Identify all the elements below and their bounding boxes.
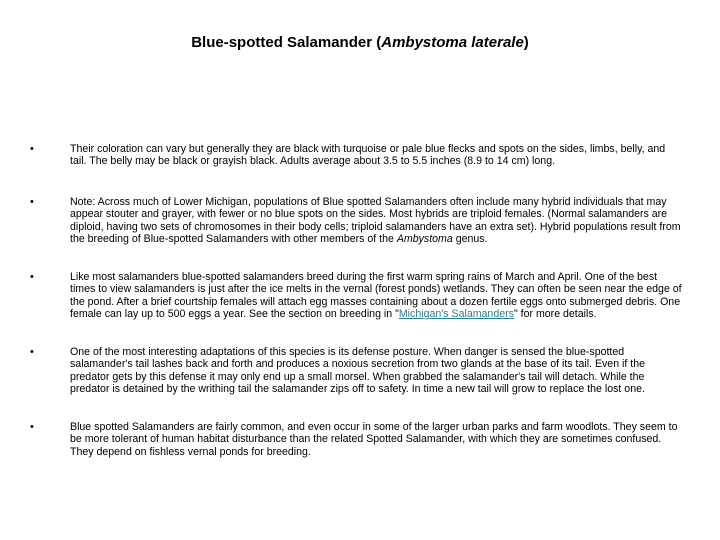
list-item-text: Their coloration can vary but generally they are black with turquoise or pale blue flecks and spots on the sides, limbs, belly, and tail. The belly may be black or grayish black. Adults average about 3.5 to 5.5 inches (8.9 to 14 cm) long. [70, 143, 666, 168]
list-item-text [70, 271, 682, 321]
bullet-icon: • [30, 196, 34, 208]
michigans-salamanders-link[interactable]: Michigan's Salamanders [398, 308, 514, 321]
list-item-text-part: " for more details. [513, 308, 597, 321]
list-item-text-part: Like most salamanders blue-spotted salamanders breed during the first warm spring rains of March and April. One of the best times to view salamanders is just after the ice melts in the vernal (forest ponds) wetlands. They can often be seen near the edge of the pond. After a brief courtship females will attach egg masses containing about a dozen fertile eggs onto submerged debris. One female can lay up to 500 eggs a year. See the section on breeding in " [70, 271, 682, 321]
title-suffix: ) [523, 34, 529, 51]
list-item-text-part: genus. [452, 233, 488, 246]
bullet-icon: • [30, 143, 34, 155]
list-item-text: Blue spotted Salamanders are fairly common, and even occur in some of the larger urban parks and farm woodlots. They seem to be more tolerant of human habitat disturbance than the related Spotted Salamander, with which they are sometimes confused. They depend on fishless vernal ponds for breeding. [70, 421, 678, 458]
bullet-icon: • [30, 271, 34, 283]
page-title [0, 33, 720, 53]
title-species: Ambystoma laterale [381, 34, 524, 51]
bullet-icon: • [30, 421, 34, 433]
bullet-icon: • [30, 346, 34, 358]
title-prefix: Blue-spotted Salamander ( [191, 34, 382, 51]
list-item-text: One of the most interesting adaptations of this species is its defense posture. When danger is sensed the blue-spotted salamander's tail lashes back and forth and produces a noxious secretion from two glands at the base of its tail. Even if the predator gets by this defense it may only end up a small morsel. When grabbed the salamander's tail will detach. While the predator is detained by the writhing tail the salamander zips off to safety. In time a new tail will grow to replace the lost one. [70, 346, 645, 396]
list-item-text [70, 196, 682, 246]
genus-name: Ambystoma [396, 233, 453, 246]
list-item-text-part: Note: Across much of Lower Michigan, populations of Blue spotted Salamanders often include many hybrid individuals that may appear stouter and grayer, with fewer or no blue spots on the sides. Most hybrids are triploid females. (Normal salamanders are diploid, having two sets of chromosomes in their body cells; triploid salamanders have an extra set). Hybrid populations result from the breeding of Blue-spotted Salamanders with other members of the [70, 196, 681, 246]
